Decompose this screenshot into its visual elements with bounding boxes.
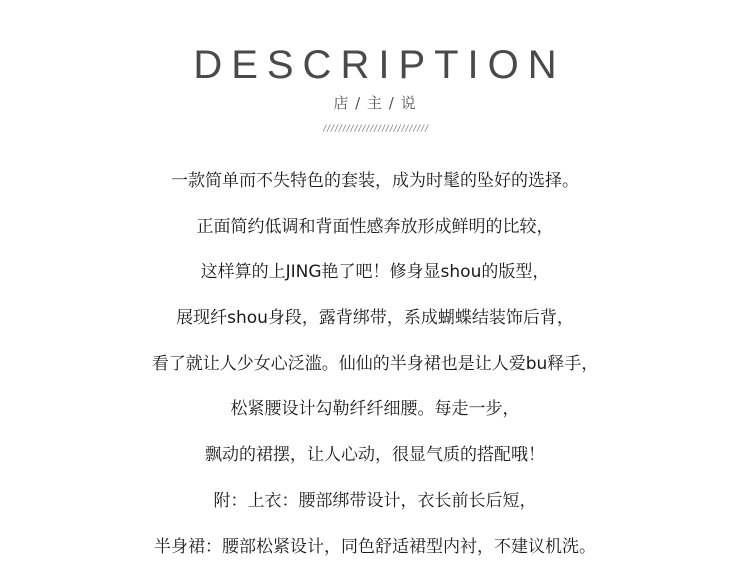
description-line: 松紧腰设计勾勒纤纤细腰。每走一步，: [230, 399, 520, 420]
description-line: 看了就让人少女心泛滥。仙仙的半身裙也是让人爱bu释手，: [151, 353, 599, 374]
description-line: 半身裙：腰部松紧设计，同色舒适裙型内衬，不建议机洗。: [154, 536, 596, 557]
description-body: [0, 164, 750, 575]
description-line: 一款简单而不失特色的套装，成为时髦的坠好的选择。: [171, 171, 579, 191]
page-title: DESCRIPTION: [193, 43, 566, 87]
description-line: 展现纤shou身段，露背绑带，系成蝴蝶结装饰后背，: [176, 308, 574, 329]
description-line: 飘动的裙摆，让人心动，很显气质的搭配哦！: [205, 445, 545, 466]
decorative-slash-divider: ///////////////////////////: [322, 124, 428, 134]
description-line: 这样算的上JING艳了吧！修身显shou的版型，: [200, 262, 550, 283]
description-line: 附：上衣：腰部绑带设计，衣长前长后短，: [213, 490, 537, 511]
description-line: 正面简约低调和背面性感奔放形成鲜明的比较，: [196, 216, 554, 237]
page-subtitle: 店 / 主 / 说: [333, 94, 417, 112]
